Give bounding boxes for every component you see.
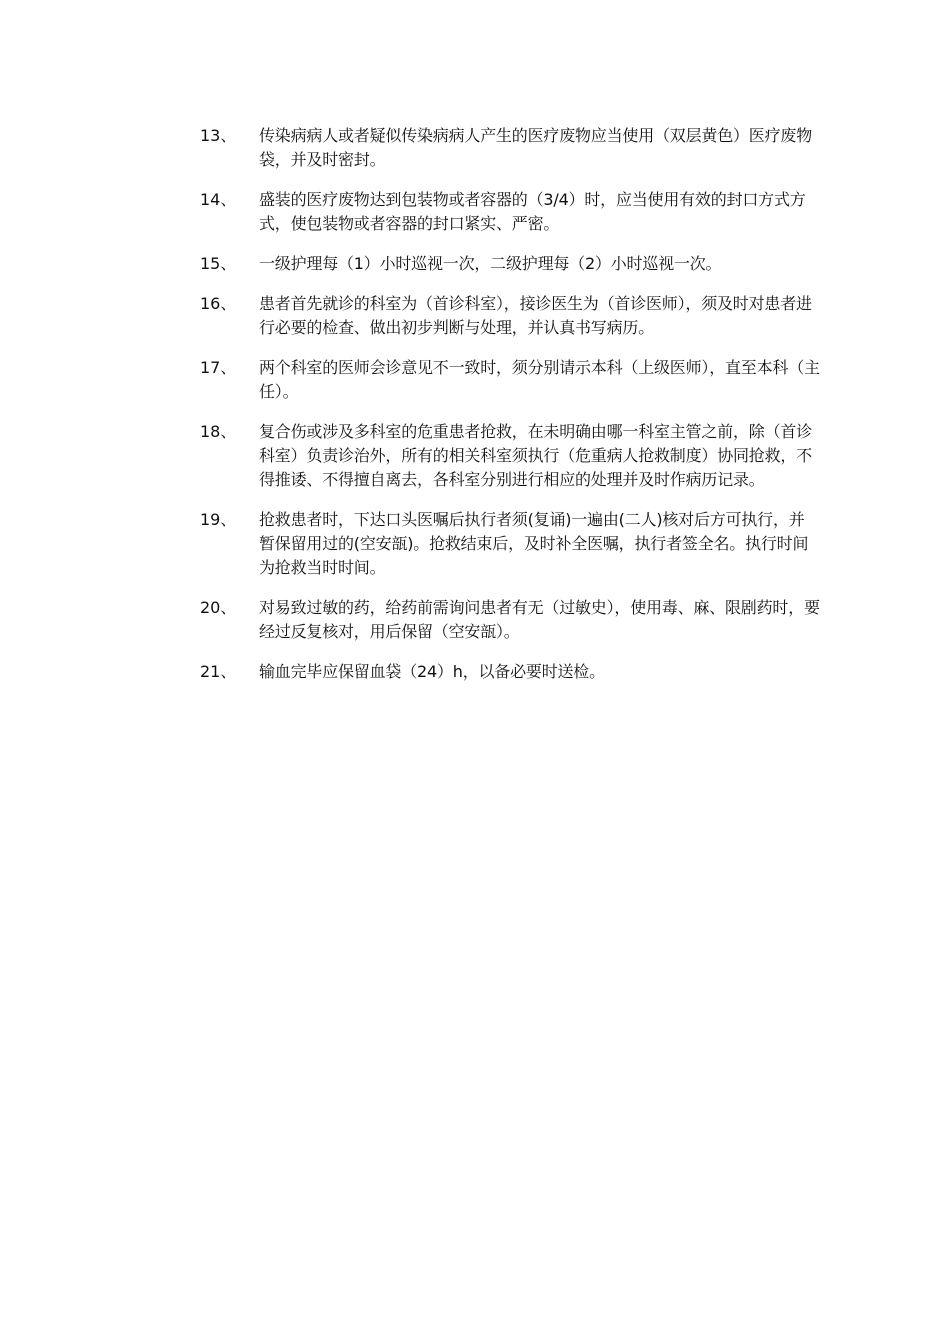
numbered-rule-list [200,124,820,700]
item-text: 盛装的医疗废物达到包装物或者容器的（3/4）时，应当使用有效的封口方式方式，使包装物或者容器的封口紧实、严密。 [259,190,806,233]
item-text: 输血完毕应保留血袋（24）h，以备必要时送检。 [259,662,605,681]
item-number: 16、 [200,294,237,313]
item-text: 患者首先就诊的科室为（首诊科室），接诊医生为（首诊医师），须及时对患者进行必要的检查、做出初步判断与处理，并认真书写病历。 [259,294,812,337]
list-item [200,188,820,236]
item-number: 15、 [200,254,237,273]
list-item [200,252,820,276]
item-number: 17、 [200,358,237,377]
item-number: 14、 [200,190,237,209]
item-number: 20、 [200,598,237,617]
item-text: 一级护理每（1）小时巡视一次，二级护理每（2）小时巡视一次。 [259,254,722,273]
item-text: 复合伤或涉及多科室的危重患者抢救，在未明确由哪一科室主管之前，除（首诊科室）负责诊治外，所有的相关科室须执行（危重病人抢救制度）协同抢救，不得推诿、不得擅自离去，各科室分别进行相应的处理并及时作病历记录。 [259,422,813,489]
item-text: 两个科室的医师会诊意见不一致时，须分别请示本科（上级医师），直至本科（主任）。 [259,358,820,401]
item-text: 传染病病人或者疑似传染病病人产生的医疗废物应当使用（双层黄色）医疗废物袋，并及时密封。 [259,126,813,169]
list-item [200,124,820,172]
list-item [200,660,820,684]
item-number: 21、 [200,662,237,681]
list-item [200,508,820,580]
item-text: 对易致过敏的药，给药前需询问患者有无（过敏史），使用毒、麻、限剧药时，要经过反复核对，用后保留（空安瓿）。 [259,598,820,641]
list-item [200,292,820,340]
item-number: 18、 [200,422,237,441]
list-item [200,420,820,492]
item-number: 13、 [200,126,237,145]
item-number: 19、 [200,510,237,529]
item-text: 抢救患者时，下达口头医嘱后执行者须(复诵)一遍由(二人)核对后方可执行，并暂保留用过的(空安瓿)。抢救结束后，及时补全医嘱，执行者签全名。执行时间为抢救当时时间。 [259,510,809,577]
list-item [200,596,820,644]
list-item [200,356,820,404]
